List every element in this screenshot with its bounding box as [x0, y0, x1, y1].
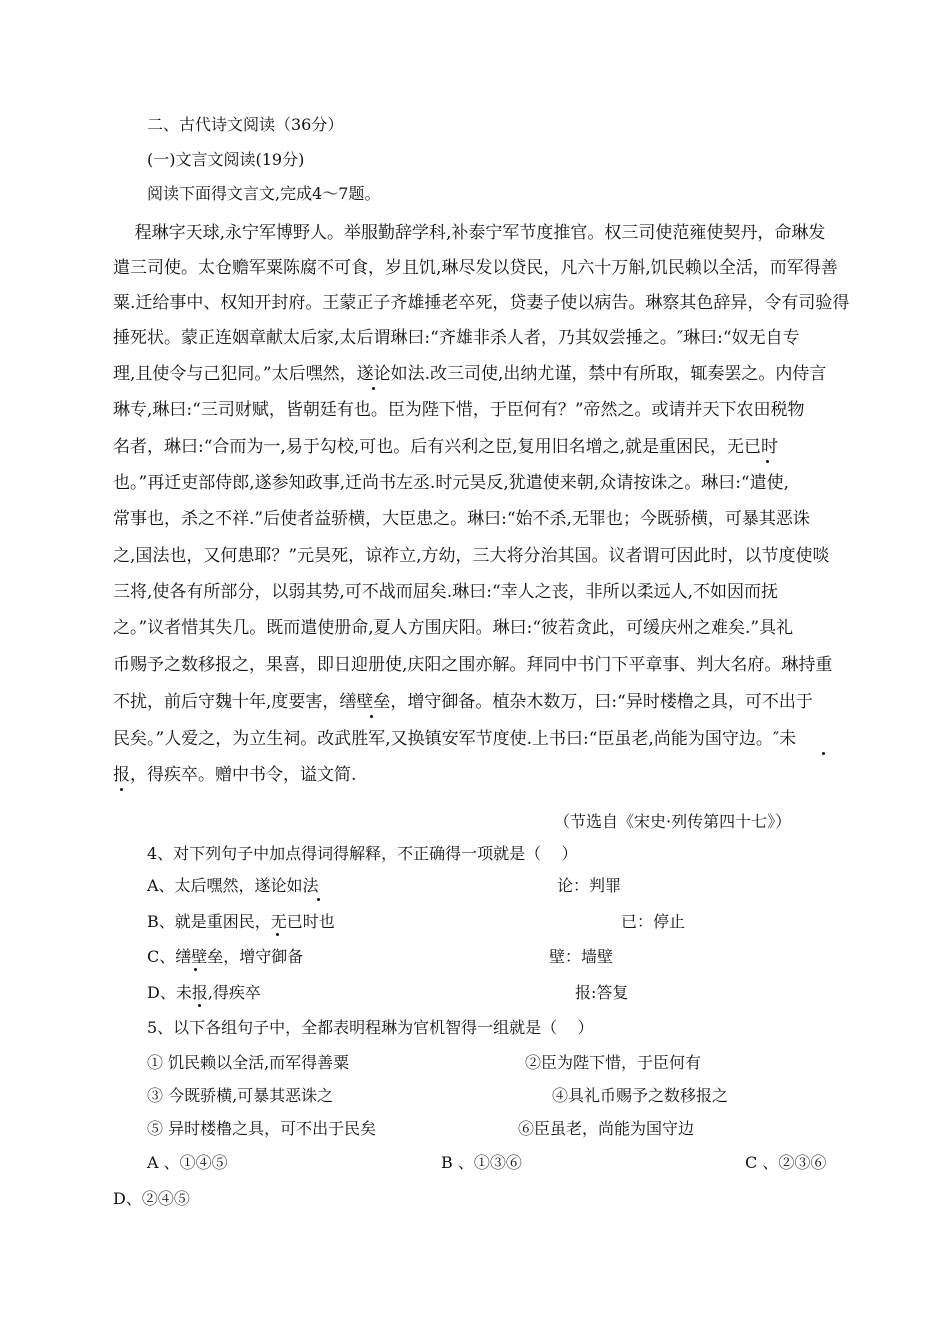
option-gloss: 论：判罪	[557, 876, 622, 895]
emphasis-dot	[372, 387, 375, 390]
section-heading: 二、古代诗文阅读（36分）	[147, 115, 344, 134]
passage-line: 粟.迁给事中、权知开封府。王蒙正子齐雄捶老卒死，贷妻子使以病告。琳察其色辞异，令有司验得	[113, 293, 850, 313]
sentence-item: ⑥臣虽老，尚能为国守边	[518, 1119, 695, 1138]
sentence-item: ① 饥民赖以全活,而军得善粟	[147, 1053, 350, 1072]
reading-instruction: 阅读下面得文言文,完成4～7题。	[147, 184, 381, 203]
answer-choice-c: C 、②③⑥	[745, 1153, 827, 1172]
option-sentence: C、缮壁垒，增守御备	[147, 947, 304, 966]
emphasis-dot	[276, 933, 279, 936]
sentence-item: ⑤ 异时楼橹之具，可不出于民矣	[147, 1119, 377, 1138]
passage-line: 币赐予之数移报之，果喜，即日迎册使,庆阳之围亦解。拜同中书门下平章事、判大名府。琳持重	[113, 655, 833, 675]
passage-line: 之,国法也，又何患耶？”元昊死，谅祚立,方幼，三大将分治其国。议者谓可因此时，以节度使啖	[113, 546, 830, 566]
answer-choice-d: D、②④⑤	[113, 1189, 190, 1208]
passage-line: 不扰，前后守魏十年,度要害，缮壁垒，增守御备。植杂木数万，曰:“异时楼橹之具，可不出于	[113, 692, 813, 712]
emphasis-dot	[822, 752, 825, 755]
emphasis-dot	[198, 1004, 201, 1007]
option-gloss: 报:答复	[575, 983, 629, 1002]
passage-line: 遣三司使。太仓赡军粟陈腐不可食，岁且饥,琳尽发以贷民，凡六十万斛,饥民赖以全活，而军得善	[113, 258, 838, 278]
question-stem: 4、对下列句子中加点得词得解释，不正确得一项就是（ ）	[147, 844, 578, 863]
emphasis-dot	[370, 715, 373, 718]
question-stem: 5、以下各组句子中，全都表明程琳为官机智得一组就是（ ）	[147, 1018, 594, 1037]
passage-line: 也。”再迁吏部侍郎,遂参知政事,迁尚书左丞.时元昊反,犹遣使来朝,众请按诛之。琳曰:“遣使,	[113, 473, 790, 493]
answer-choice-b: B 、①③⑥	[441, 1153, 522, 1172]
answer-choice-a: A 、①④⑤	[147, 1153, 228, 1172]
emphasis-dot	[194, 968, 197, 971]
emphasis-dot	[317, 898, 320, 901]
emphasis-dot	[766, 460, 769, 463]
passage-source: （节选自《宋史·列传第四十七》）	[554, 812, 792, 831]
sentence-item: ②臣为陛下惜，于臣何有	[525, 1053, 702, 1072]
option-sentence: A、太后嘿然，遂论如法	[147, 876, 319, 895]
option-sentence: D、未报,得疾卒	[147, 983, 261, 1002]
option-sentence: B、就是重困民，无已时也	[147, 912, 335, 931]
passage-line: 常事也，杀之不祥.”后使者益骄横，大臣患之。琳曰:“始不杀,无罪也；今既骄横，可暴其恶诛	[113, 509, 810, 529]
passage-line: 民矣。”人爱之，为立生祠。改武胜军,又换镇安军节度使.上书曰:“臣虽老,尚能为国守边。″未	[113, 729, 797, 749]
emphasis-dot	[120, 788, 123, 791]
passage-line: 名者，琳曰:“合而为一,易于勾校,可也。后有兴利之臣,复用旧名增之,就是重困民，无已时	[113, 437, 779, 457]
passage-line: 程琳字天球,永宁军博野人。举服勤辞学科,补泰宁军节度推官。权三司使范雍使契丹，命琳发	[113, 223, 826, 243]
option-gloss: 已：停止	[621, 912, 686, 931]
option-gloss: 壁：墙壁	[549, 947, 614, 966]
passage-line: 琳专,琳曰:“三司财赋，皆朝廷有也。臣为陛下惜，于臣何有？”帝然之。或请并天下农田税物	[113, 400, 805, 420]
passage-line: 捶死状。蒙正连姻章献太后家,太后谓琳曰:“齐雄非杀人者，乃其奴尝捶之。″琳曰:“奴无自专	[113, 328, 800, 348]
passage-line: 三将,使各有所部分，以弱其势,可不战而屈矣.琳曰:“幸人之丧，非所以柔远人,不如因而抚	[113, 582, 779, 602]
passage-line: 报，得疾卒。赠中书令，谥文简.	[113, 765, 357, 785]
sentence-item: ④具礼币赐予之数移报之	[552, 1086, 729, 1105]
subsection-heading: (一)文言文阅读(19分)	[147, 150, 305, 169]
passage-line: 之。”议者惜其失几。既而遣使册命,夏人方围庆阳。琳曰:“彼若贪此，可缓庆州之难矣.”具礼	[113, 618, 794, 638]
passage-line: 理,且使令与己犯同。”太后嘿然，遂论如法.改三司使,出纳尤谨，禁中有所取，辄奏罢之。内侍言	[113, 364, 827, 384]
sentence-item: ③ 今既骄横,可暴其恶诛之	[147, 1086, 334, 1105]
